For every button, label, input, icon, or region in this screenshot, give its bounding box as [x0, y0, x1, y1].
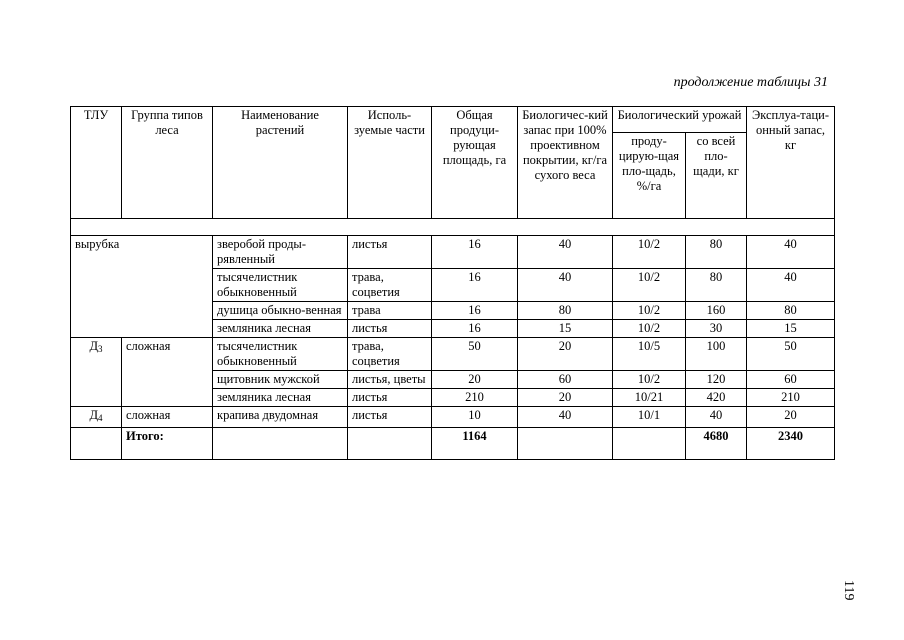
- stock-value: 40: [518, 407, 613, 428]
- total-yield-value: 120: [686, 371, 747, 389]
- tlu-cell: вырубка: [71, 236, 213, 338]
- total-row: [71, 428, 835, 460]
- header-exploitation-stock: Эксплуа-таци-онный запас, кг: [747, 107, 835, 219]
- stock-value: 40: [518, 236, 613, 269]
- plant-name: земляника лесная: [213, 389, 348, 407]
- exploit-value: 60: [747, 371, 835, 389]
- spacer-row: [71, 219, 835, 236]
- empty-cell: [613, 428, 686, 460]
- area-value: 10: [432, 407, 518, 428]
- total-yield-value: 30: [686, 320, 747, 338]
- prod-area-value: 10/2: [613, 320, 686, 338]
- area-value: 16: [432, 320, 518, 338]
- total-yield-value: 160: [686, 302, 747, 320]
- table-row: [71, 338, 835, 371]
- header-bio-yield: Биологический урожай: [613, 107, 747, 133]
- table-caption: продолжение таблицы 31: [673, 75, 828, 90]
- empty-cell: [213, 428, 348, 460]
- total-yield-value: 80: [686, 269, 747, 302]
- tlu-cell: [71, 407, 122, 428]
- stock-value: 40: [518, 269, 613, 302]
- forest-group: сложная: [122, 338, 213, 407]
- prod-area-value: 10/2: [613, 236, 686, 269]
- stock-value: 60: [518, 371, 613, 389]
- used-parts: листья: [348, 389, 432, 407]
- used-parts: листья, цветы: [348, 371, 432, 389]
- header-plant-name: Наименование растений: [213, 107, 348, 219]
- used-parts: трава: [348, 302, 432, 320]
- used-parts: листья: [348, 407, 432, 428]
- total-yield-value: 100: [686, 338, 747, 371]
- prod-area-value: 10/2: [613, 371, 686, 389]
- tlu-subscript: 3: [98, 344, 103, 354]
- stock-value: 20: [518, 338, 613, 371]
- exploit-value: 15: [747, 320, 835, 338]
- area-value: 20: [432, 371, 518, 389]
- stock-value: 15: [518, 320, 613, 338]
- plant-name: тысячелистник обыкновенный: [213, 338, 348, 371]
- empty-cell: [518, 428, 613, 460]
- table-row: [71, 407, 835, 428]
- used-parts: листья: [348, 236, 432, 269]
- exploit-value: 40: [747, 236, 835, 269]
- used-parts: трава, соцветия: [348, 269, 432, 302]
- exploit-value: 210: [747, 389, 835, 407]
- used-parts: листья: [348, 320, 432, 338]
- header-yield-productive-area: проду-цирую-щая пло-щадь, %/га: [613, 133, 686, 219]
- used-parts: трава, соцветия: [348, 338, 432, 371]
- plant-name: щитовник мужской: [213, 371, 348, 389]
- total-exploit-sum: 2340: [747, 428, 835, 460]
- tlu-letter: Д: [89, 339, 99, 353]
- total-yield-sum: 4680: [686, 428, 747, 460]
- total-area-value: 1164: [432, 428, 518, 460]
- plant-name: крапива двудомная: [213, 407, 348, 428]
- empty-cell: [71, 428, 122, 460]
- plant-name: земляника лесная: [213, 320, 348, 338]
- total-yield-value: 40: [686, 407, 747, 428]
- stock-value: 20: [518, 389, 613, 407]
- header-yield-total-area: со всей пло-щади, кг: [686, 133, 747, 219]
- tlu-subscript: 4: [98, 413, 103, 423]
- data-table: [70, 106, 835, 460]
- exploit-value: 80: [747, 302, 835, 320]
- forest-group: сложная: [122, 407, 213, 428]
- plant-name: душица обыкно-венная: [213, 302, 348, 320]
- exploit-value: 50: [747, 338, 835, 371]
- area-value: 16: [432, 236, 518, 269]
- empty-cell: [348, 428, 432, 460]
- exploit-value: 20: [747, 407, 835, 428]
- page-number: 119: [841, 580, 856, 601]
- area-value: 210: [432, 389, 518, 407]
- total-yield-value: 80: [686, 236, 747, 269]
- plant-name: тысячелистник обыкновенный: [213, 269, 348, 302]
- prod-area-value: 10/2: [613, 269, 686, 302]
- tlu-cell: [71, 338, 122, 407]
- prod-area-value: 10/1: [613, 407, 686, 428]
- prod-area-value: 10/2: [613, 302, 686, 320]
- area-value: 50: [432, 338, 518, 371]
- header-group: Группа типов леса: [122, 107, 213, 219]
- header-tlu: ТЛУ: [71, 107, 122, 219]
- header-total-area: Общая продуци-рующая площадь, га: [432, 107, 518, 219]
- area-value: 16: [432, 269, 518, 302]
- plant-name: зверобой проды-рявленный: [213, 236, 348, 269]
- prod-area-value: 10/5: [613, 338, 686, 371]
- exploit-value: 40: [747, 269, 835, 302]
- header-bio-stock: Биологичес-кий запас при 100% проективном покрытии, кг/га сухого веса: [518, 107, 613, 219]
- area-value: 16: [432, 302, 518, 320]
- tlu-letter: Д: [89, 408, 99, 422]
- total-yield-value: 420: [686, 389, 747, 407]
- header-used-parts: Исполь-зуемые части: [348, 107, 432, 219]
- total-label: Итого:: [122, 428, 213, 460]
- stock-value: 80: [518, 302, 613, 320]
- prod-area-value: 10/21: [613, 389, 686, 407]
- table-row: [71, 236, 835, 269]
